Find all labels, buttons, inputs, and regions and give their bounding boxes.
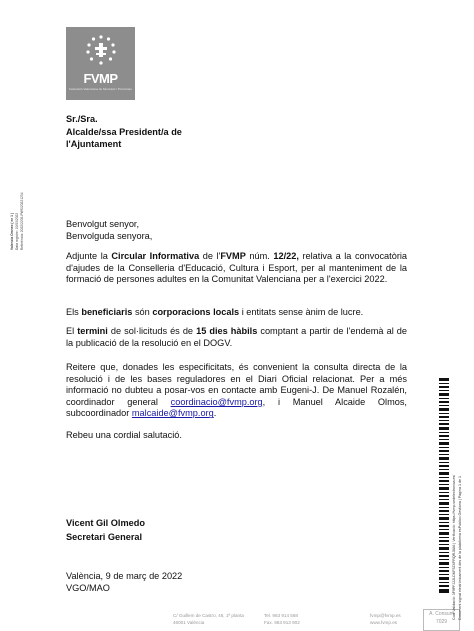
stars-icon: [84, 33, 118, 67]
paragraph-contact: Reitere que, donades les especificitats, és convenient la consulta directa de la resolució i de les bases reguladores en el Diari Oficial relacionat. Per a més informació no dubteu a posar-vos en contacte amb Eugeni-J. De Manuel Rozalén, coordinador general coordinacio@fvmp.org, i Manuel Alcaide Olmos, subcoordinador malcaide@fvmp.org.: [66, 362, 407, 419]
registry-line-2: Data registre: 10/03/2022: [15, 212, 19, 250]
paragraph-circular: Adjunte la Circular Informativa de l'FVMP núm. 12/22, relativa a la convocatòria d'ajudes de la Conselleria d'Educació, Cultura i Esport, per al manteniment de la formació de persones adultes en la Comunitat Valenciana per a l'exercici 2022.: [66, 251, 408, 285]
paragraph-deadline: El termini de sol·licituds és de 15 dies hàbils comptant a partir de l'endemà al de la publicació de la resolució en el DOGV.: [66, 326, 407, 348]
registry-line-3: Referència: 2022/2203-PWS/20221234: [20, 192, 24, 250]
footer-contact: fvmp@fvmp.es www.fvmp.es: [370, 613, 401, 625]
closing-salutation: Rebeu una cordial salutació.: [66, 430, 182, 440]
footer-phone: Tel. 963 914 568 Fax. 963 913 902: [264, 613, 300, 625]
signatory-role: Secretari General: [66, 532, 143, 542]
footer-address: C/ Guillem de Castro, 46, 1ª planta 46001 València: [173, 613, 244, 625]
addressee-line: Alcalde/ssa President/a de: [66, 126, 182, 137]
addressee-line: Sr./Sra.: [66, 114, 98, 124]
logo-name: FVMP: [83, 71, 118, 86]
greeting: [66, 219, 407, 242]
signature-block: [66, 516, 145, 544]
registry-stamp: [10, 150, 50, 250]
addressee-line: l'Ajuntament: [66, 139, 122, 149]
greeting-line: Benvolgut senyor,: [66, 219, 140, 229]
place-date-block: [66, 570, 182, 594]
email-link-coordinacio[interactable]: coordinacio@fvmp.org: [170, 396, 263, 407]
logo-subtitle: Federació Valenciana de Municipis i Províncies: [69, 87, 132, 91]
place-date: València, 9 de març de 2022: [66, 571, 183, 581]
reference-code: VGO/MAO: [66, 583, 110, 593]
greeting-line: Benvolguda senyora,: [66, 230, 153, 241]
registry-line-1: Valencia Omneo ( en 1 ): [10, 212, 14, 250]
consum-stamp: A. Consum 7029: [423, 609, 460, 631]
paragraph-beneficiaries: Els beneficiaris són corporacions locals i entitats sense ànim de lucre.: [66, 307, 364, 317]
validation-line-2: Document signat electrònicament des de la plataforma esPublico Gestiona | Pàgina 1 de 1: [458, 476, 462, 620]
barcode-icon: [439, 378, 449, 593]
addressee-block: [66, 113, 182, 151]
fvmp-logo: [66, 27, 135, 100]
signatory-name: Vicent Gil Olmedo: [66, 518, 145, 528]
validation-line-1: Codi Validació: 3F9PFJ22LDKF5ZXFRQRJ8A6 | Verificació: https://fvmp.sedelectronica.es/: [452, 474, 456, 620]
email-link-malcaide[interactable]: malcaide@fvmp.org: [131, 408, 214, 419]
